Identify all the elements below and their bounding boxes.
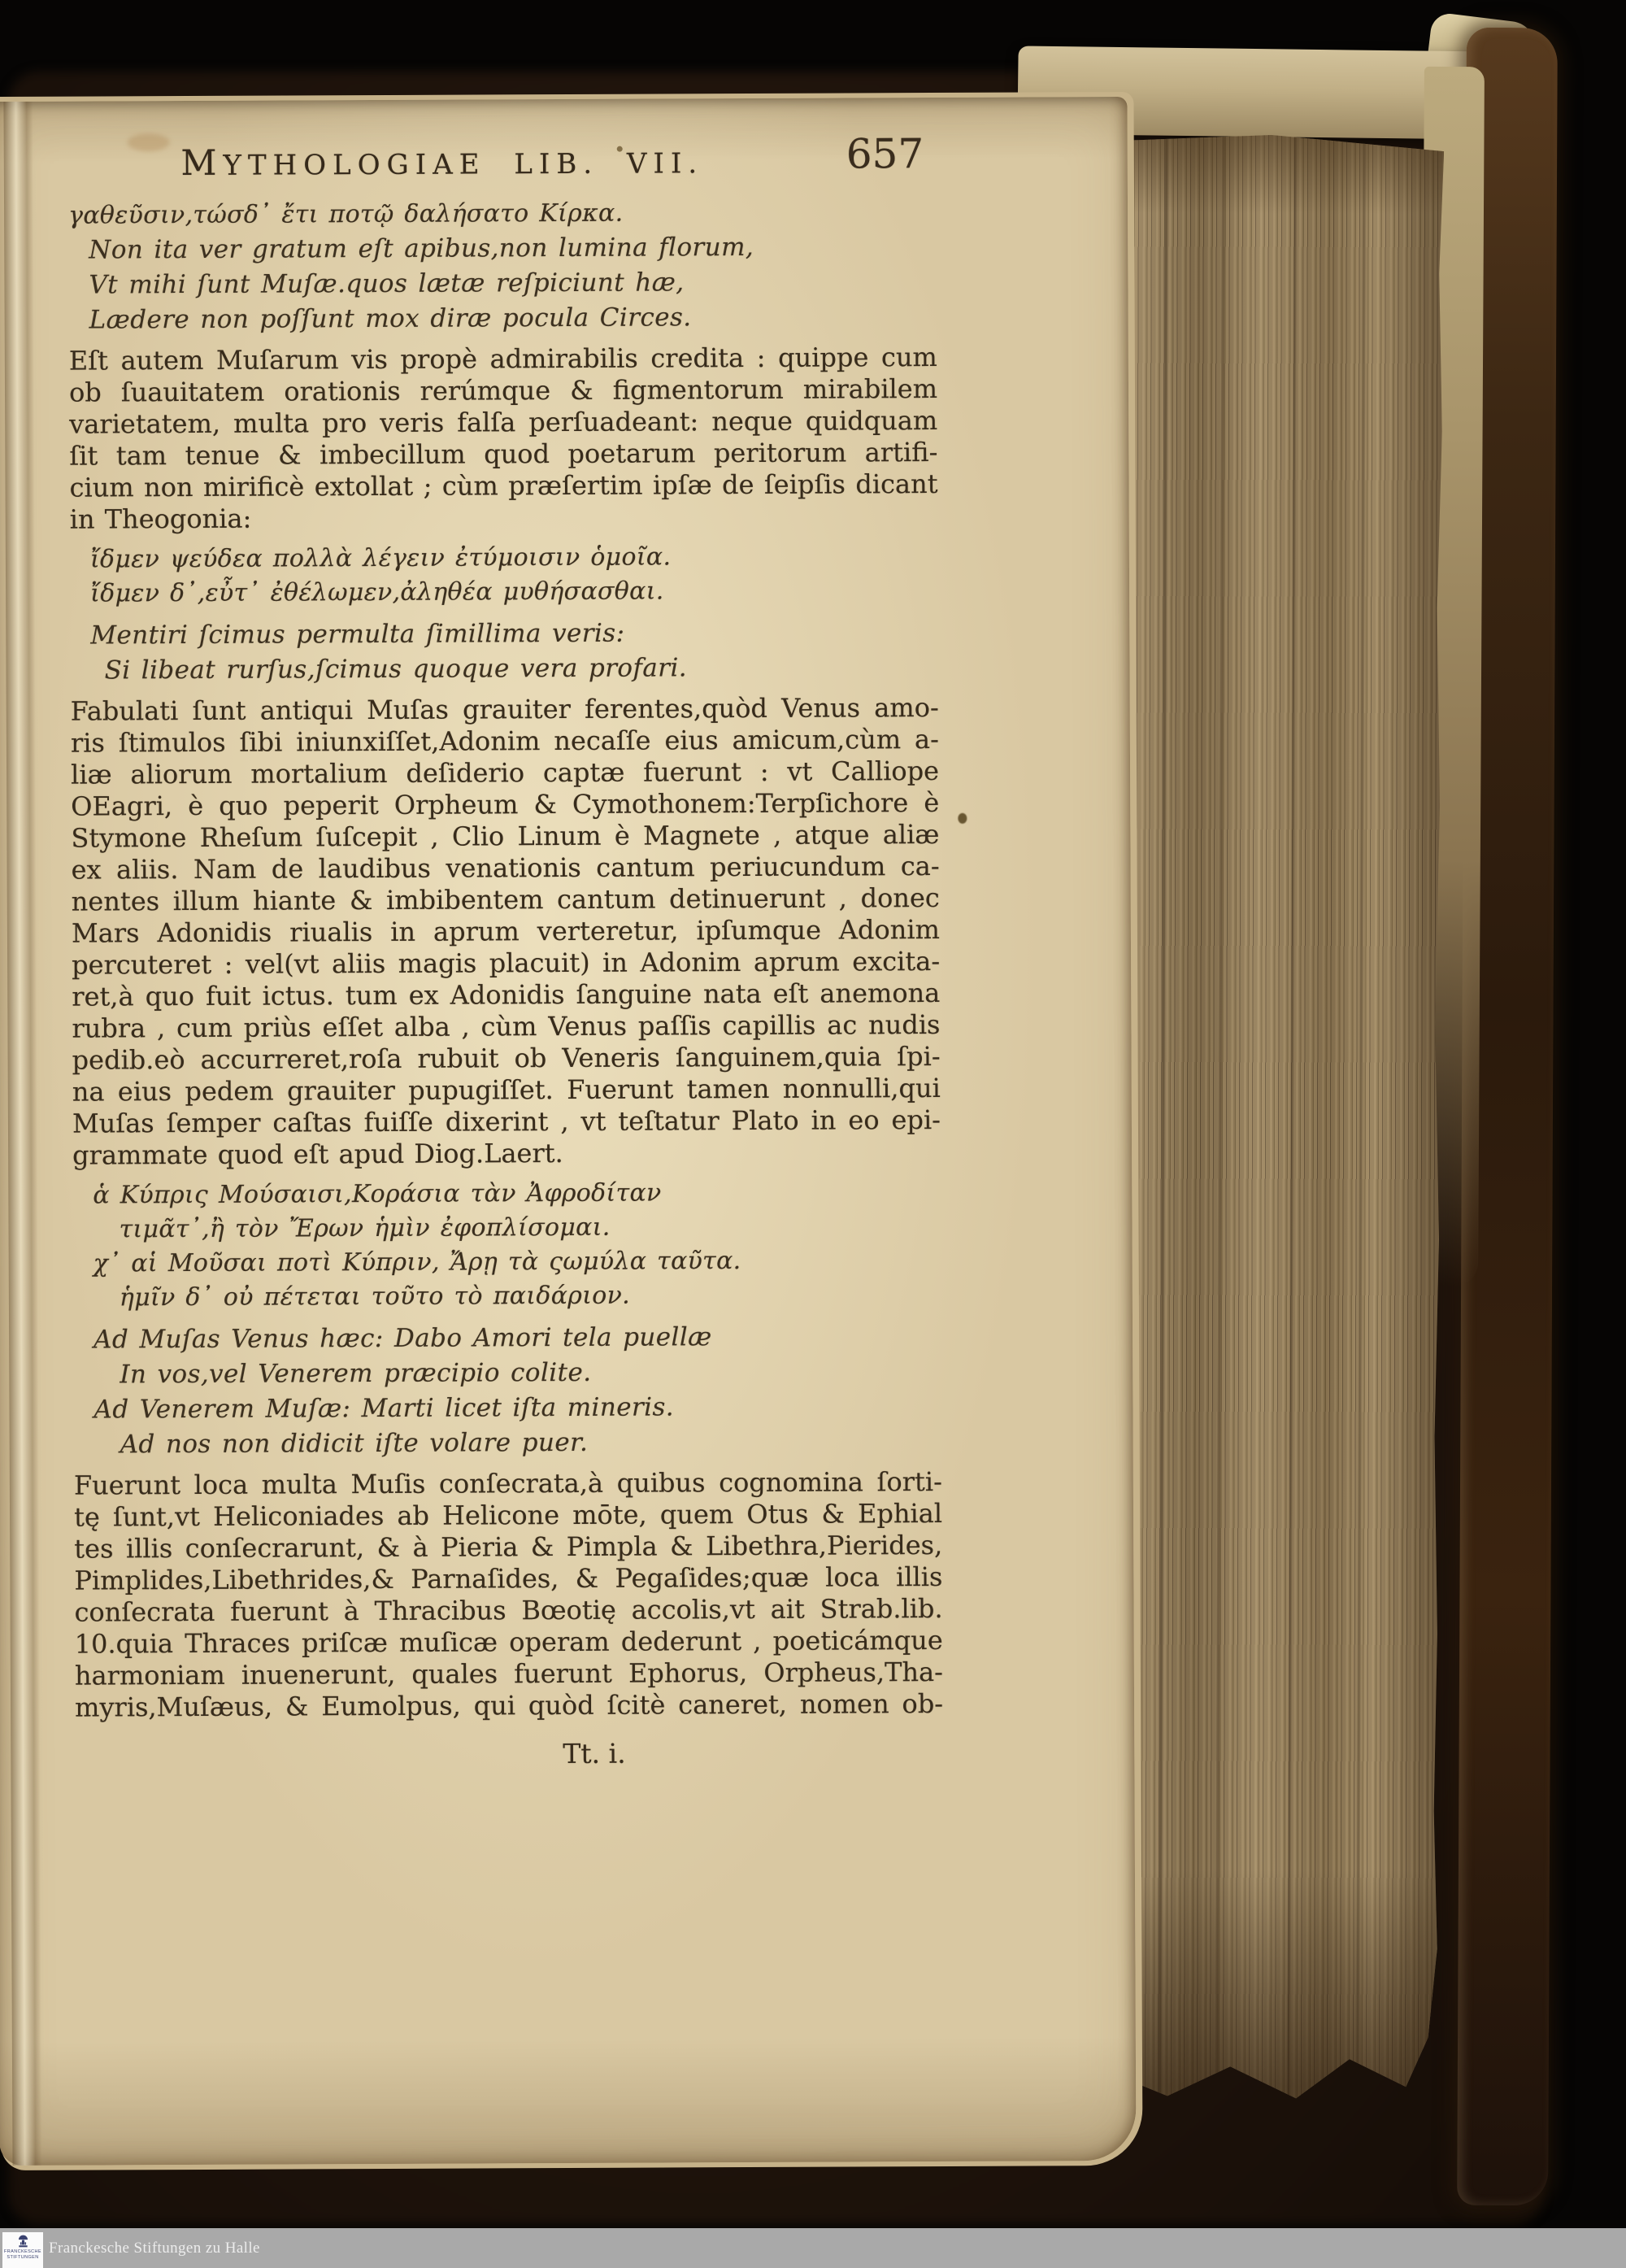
text-line: in Theogonia: — [69, 503, 252, 535]
text-line: rubra , cum priùs eſſet alba , cùm Venus paſſis capillis ac nudis — [72, 1008, 941, 1044]
text-line: OEagri, è quo peperit Orpheum & Cymothonem:Terpſichore è — [71, 786, 940, 822]
text-line: ἴδμεν ψεύδεα πολλὰ λέγειν ἐτύμοισιν ὁμοῖα. — [89, 542, 672, 574]
text-line: Non ita ver gratum eſt apibus,non lumina florum, — [89, 232, 754, 265]
text-line: liæ aliorum mortalium deſiderio captæ fuerunt : vt Calliope — [70, 755, 940, 790]
text-line: ret,à quo fuit ictus. tum ex Adonidis ſanguine nata eſt anemona — [72, 977, 941, 1012]
text-line: ſit tam tenue & imbecillum quod poetarum peritorum artifi- — [69, 436, 938, 472]
signature-mark: Tt. i. — [563, 1737, 626, 1770]
institution-name: Franckesche Stiftungen zu Halle — [49, 2239, 260, 2257]
text-line: Ad nos non didicit iſte volare puer. — [120, 1427, 589, 1460]
text-line: myris,Muſæus, & Eumolpus, qui quòd ſcitè caneret, nomen ob- — [75, 1687, 944, 1723]
text-line: ob ſuauitatem orationis rerúmque & figmentorum mirabilem — [68, 372, 938, 408]
text-line: χ᾽ αἱ Μοῦσαι ποτὶ Κύπριν, Ἄρῃ τὰ ςωμύλα ταῦτα. — [93, 1247, 741, 1278]
text-line: varietatem, multa pro veris falſa perſuadeant: neque quidquam — [69, 404, 938, 440]
page-number: 657 — [846, 130, 924, 178]
institution-logo-box — [2, 2232, 43, 2268]
text-line: pedib.eò accurreret,roſa rubuit ob Veneris ſanguinem,quia ſpi- — [72, 1040, 941, 1076]
text-line: ris ſtimulos ſibi iniunxiſſet,Adonim necaſſe eius amicum,cùm a- — [70, 723, 939, 759]
fore-edge-page-stack — [1124, 134, 1444, 2106]
text-line: nentes illum hiante & imbibentem cantum detinuerunt , donec — [71, 882, 940, 917]
text-line: Mentiri ſcimus permulta ſimillima veris: — [90, 618, 625, 651]
text-line: Muſas ſemper caſtas fuiſſe dixerint , vt teſtatur Plato in eo epi- — [72, 1104, 941, 1139]
text-line: grammate quod eſt apud Diog.Laert. — [72, 1138, 563, 1171]
footer-watermark-bar — [0, 2228, 1626, 2268]
text-line: Si libeat rurſus,ſcimus quoque vera profari. — [104, 653, 688, 686]
text-line: Fuerunt loca multa Muſis conſecrata,à quibus cognomina ſorti- — [73, 1465, 942, 1501]
logo-caption-line2: STIFTUNGEN — [7, 2254, 39, 2260]
text-line: Fabulati ſunt antiqui Muſas grauiter ferentes,quòd Venus amo- — [70, 691, 939, 727]
page-header-title: MYTHOLOGIAE LIB. VII. — [180, 142, 704, 185]
text-line: harmoniam inuenerunt, quales fuerunt Ephorus, Orpheus,Tha- — [74, 1656, 943, 1691]
text-line: Pimplides,Libethrides,& Parnaſides, & Pegaſides;quæ loca illis — [74, 1561, 943, 1596]
text-line: 10.quia Thraces priſcæ muſicæ operam dederunt , poeticámque — [74, 1624, 943, 1660]
text-column — [68, 195, 943, 1772]
text-line: Ad Venerem Muſæ: Marti licet iſta mineris. — [93, 1392, 675, 1425]
text-line: Mars Adonidis riualis in aprum verteretur, ipſumque Adonim — [71, 913, 941, 949]
text-line: Ad Muſas Venus hæc: Dabo Amori tela puellæ — [93, 1322, 712, 1355]
paper-speck — [958, 813, 967, 824]
page-scan — [0, 97, 1137, 2166]
text-line: percuteret : vel(vt aliis magis placuit) in Adonim aprum excita- — [72, 945, 941, 981]
text-line: Lædere non poſſunt mox diræ pocula Circes. — [89, 303, 692, 335]
text-line: ἁ Κύπρις Μούσαισι,Κοράσια τὰν Ἀφροδίταν — [93, 1178, 662, 1210]
text-line: γαθεῦσιν,τώσδ᾽ ἔτι ποτῷ δαλήσατο Κίρκα. — [68, 198, 624, 230]
text-line: ex aliis. Nam de laudibus venationis cantum periucundum ca- — [71, 850, 940, 886]
text-line: tes illis conſecrarunt, & à Pieria & Pimpla & Libethra,Pierides, — [74, 1529, 943, 1565]
text-line: na eius pedem grauiter pupugiſſet. Fuerunt tamen nonnulli,qui — [72, 1072, 941, 1108]
text-line: ἴδμεν δ᾽,εὖτ᾽ ἐθέλωμεν,ἀληθέα μυθήσασθαι. — [90, 577, 664, 608]
logo-caption-line1: FRANCKESCHE — [4, 2249, 41, 2254]
text-line: τιμᾶτ᾽,ἢ τὸν Ἔρων ἡμὶν ἐφοπλίσομαι. — [119, 1212, 611, 1244]
text-line: conſecrata fuerunt à Thracibus Bœotię accolis,vt ait Strab.lib. — [74, 1592, 943, 1628]
franckesche-logo-icon — [15, 2234, 31, 2249]
text-line: ἡμῖν δ᾽ οὐ πέτεται τοῦτο τὸ παιδάριον. — [119, 1281, 631, 1312]
text-line: Stymone Rheſum ſuſcepit , Clio Linum è Magnete , atque aliæ — [71, 818, 940, 854]
text-line: In vos,vel Venerem præcipio colite. — [120, 1357, 592, 1390]
text-line: Vt mihi ſunt Muſæ.quos lætæ reſpiciunt hæ, — [89, 268, 685, 300]
text-line: tę ſunt,vt Heliconiades ab Helicone mōte, quem Otus & Ephial — [73, 1497, 943, 1533]
text-line: Eſt autem Muſarum vis propè admirabilis credita : quippe cum — [68, 341, 937, 377]
gutter-crease — [3, 102, 41, 2166]
text-line: cium non mirificè extollat ; cùm præſertim ipſæ de ſeipſis dicant — [69, 468, 938, 503]
